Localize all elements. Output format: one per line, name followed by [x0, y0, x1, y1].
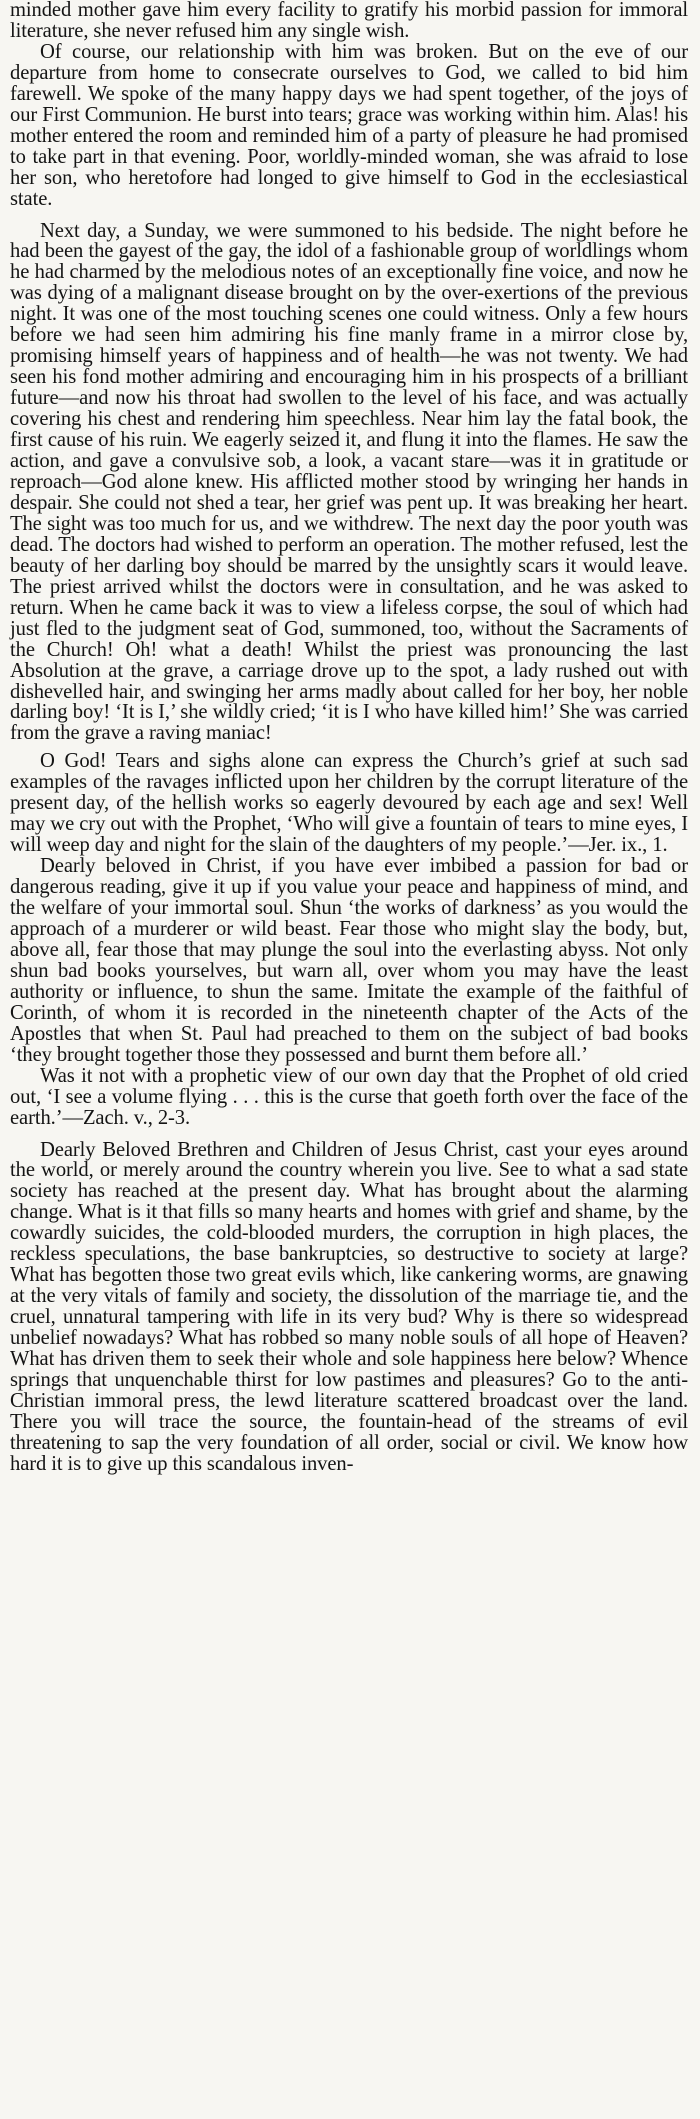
paragraph-7: Dearly Beloved Brethren and Children of Jesus Christ, cast your eyes around the world, or merely around the country wherein you live. See to what a sad state society has reached at the present day. What has brought about the alarming change. What is it that fills so many hearts and homes with grief and shame, by the cowardly suicides, the cold-blooded murders, the corruption in high places, the reckless speculations, the base bankruptcies, so destructive to society at large? What has begotten those two great evils which, like cankering worms, are gnawing at the very vitals of family and society, the dissolution of the marriage tie, and the cruel, unnatural tampering with life in its very bud? Why is there so widespread unbelief nowadays? What has robbed so many noble souls of all hope of Heaven? What has driven them to seek their whole and sole happiness here below? Whence springs that unquenchable thirst for low pastimes and pleasures? Go to the anti-Christian immoral press, the lewd literature scattered broadcast over the land. There you will trace the source, the fountain-head of the streams of evil threatening to sap the very foundation of all order, social or civil. We know how hard it is to give up this scandalous inven-	[10, 1138, 688, 1475]
paragraph-1: minded mother gave him every facility to gratify his morbid passion for immoral literature, she never refused him any single wish.	[10, 0, 688, 42]
paragraph-6: Was it not with a prophetic view of our own day that the Prophet of old cried out, ‘I see a volume flying . . . this is the curse that goeth forth over the face of the earth.’—Zach. v., 2-3.	[10, 1064, 688, 1129]
paragraph-3: Next day, a Sunday, we were summoned to his bedside. The night before he had been the gayest of the gay, the idol of a fashionable group of worldlings whom he had charmed by the melodious notes of an exceptionally fine voice, and now he was dying of a malignant disease brought on by the over-exertions of the previous night. It was one of the most touching scenes one could witness. Only a few hours before we had seen him admiring his fine manly frame in a mirror close by, promising himself years of happiness and of health—he was not twenty. We had seen his fond mother admiring and encouraging him in his prospects of a brilliant future—and now his throat had swollen to the level of his face, and was actually covering his chest and rendering him speechless. Near him lay the fatal book, the first cause of his ruin. We eagerly seized it, and flung it into the flames. He saw the action, and gave a convulsive sob, a look, a vacant stare—was it in gratitude or reproach—God alone knew. His afflicted mother stood by wringing her hands in despair. She could not shed a tear, her grief was pent up. It was breaking her heart. The sight was too much for us, and we withdrew. The next day the poor youth was dead. The doctors had wished to perform an operation. The mother refused, lest the beauty of her darling boy should be marred by the unsightly scars it would leave. The priest arrived whilst the doctors were in consultation, and he was asked to return. When he came back it was to view a lifeless corpse, the soul of which had just fled to the judgment seat of God, summoned, too, without the Sacraments of the Church! Oh! what a death! Whilst the priest was pronouncing the last Absolution at the grave, a carriage drove up to the spot, a lady rushed out with dishevelled hair, and swinging her arms madly about called for her boy, her noble darling boy! ‘It is I,’ she wildly cried; ‘it is I who have killed him!’ She was carried from the grave a raving maniac!	[10, 219, 688, 745]
paragraph-2: Of course, our relationship with him was broken. But on the eve of our departure from home to consecrate ourselves to God, we called to bid him farewell. We spoke of the many happy days we had spent together, of the joys of our First Communion. He burst into tears; grace was working within him. Alas! his mother entered the room and reminded him of a party of pleasure he had promised to take part in that evening. Poor, worldly-minded woman, she was afraid to lose her son, who heretofore had longed to give himself to God in the ecclesiastical state.	[10, 40, 688, 210]
paragraph-4: O God! Tears and sighs alone can express the Church’s grief at such sad examples of the ravages inflicted upon her children by the corrupt literature of the present day, of the hellish works so eagerly devoured by each age and sex! Well may we cry out with the Prophet, ‘Who will give a fountain of tears to mine eyes, I will weep day and night for the slain of the daughters of my people.’—Jer. ix., 1.	[10, 750, 688, 857]
paragraph-5: Dearly beloved in Christ, if you have ever imbibed a passion for bad or dangerous reading, give it up if you value your peace and happiness of mind, and the welfare of your immortal soul. Shun ‘the works of darkness’ as you would the approach of a murderer or wild beast. Fear those who might slay the body, but, above all, fear those that may plunge the soul into the everlasting abyss. Not only shun bad books yourselves, but warn all, over whom you may have the least authority or influence, to shun the same. Imitate the example of the faithful of Corinth, of whom it is recorded in the nineteenth chapter of the Acts of the Apostles that when St. Paul had preached to them on the subject of bad books ‘they brought together those they possessed and burnt them before all.’	[10, 855, 688, 1066]
